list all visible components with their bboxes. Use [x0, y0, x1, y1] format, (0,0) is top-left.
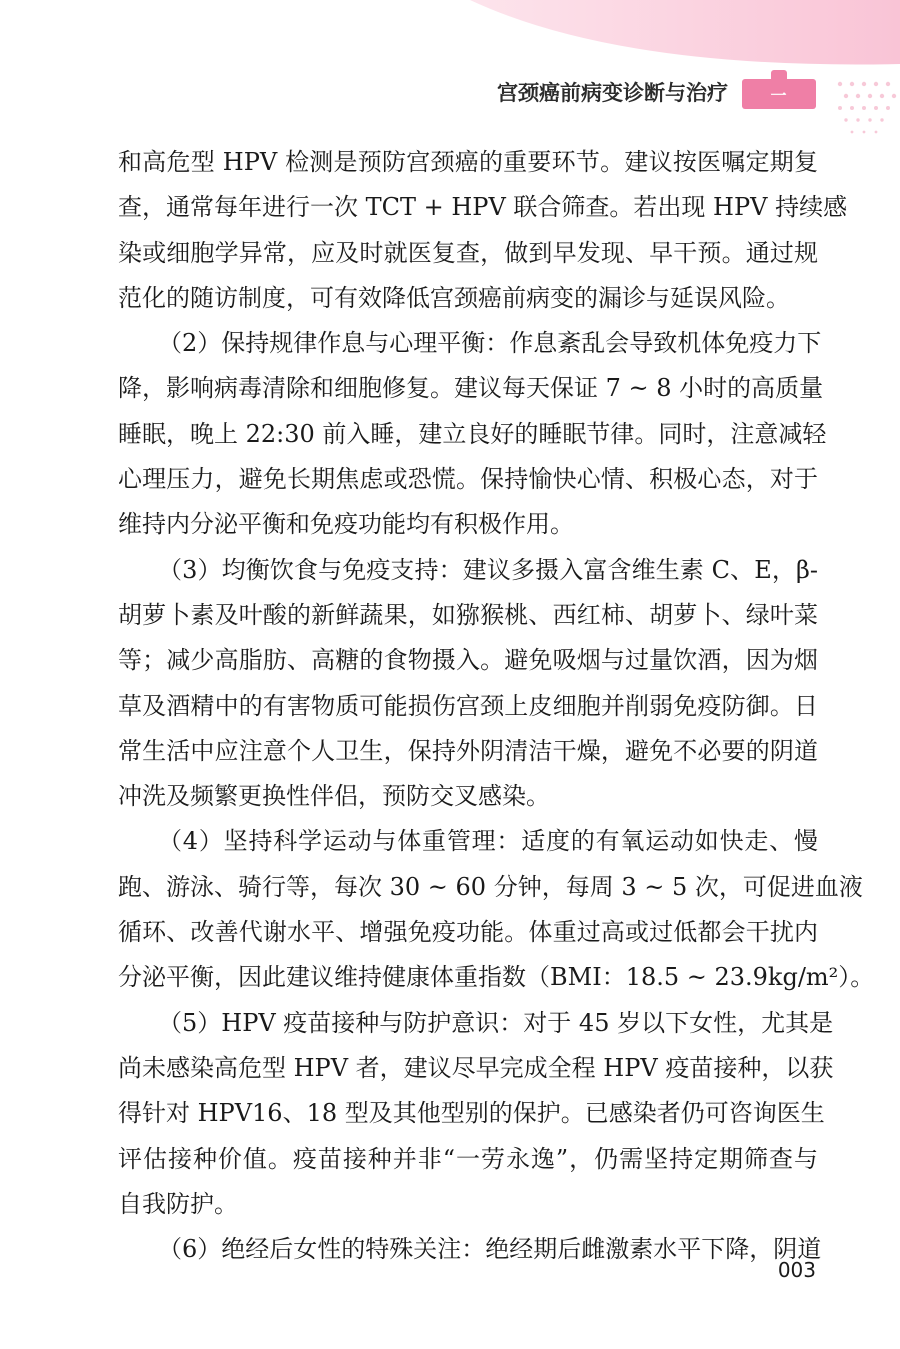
text-line: 胡萝卜素及叶酸的新鲜蔬果，如猕猴桃、西红柿、胡萝卜、绿叶菜 — [118, 600, 818, 629]
body-text — [118, 140, 875, 1272]
text-line: 范化的随访制度，可有效降低宫颈癌前病变的漏诊与延误风险。 — [118, 283, 790, 312]
chapter-tab — [742, 79, 816, 109]
text-line: 和高危型 HPV 检测是预防宫颈癌的重要环节。建议按医嘱定期复 — [118, 148, 818, 176]
text-line: 自我防护。 — [118, 1189, 238, 1218]
text-line: 常生活中应注意个人卫生，保持外阴清洁干燥，避免不必要的阴道 — [118, 736, 818, 765]
text-line: 维持内分泌平衡和免疫功能均有积极作用。 — [118, 510, 574, 539]
text-line: 查，通常每年进行一次 TCT + HPV 联合筛查。若出现 HPV 持续感 — [118, 193, 848, 222]
chapter-number: 一 — [770, 85, 788, 105]
text-line: 心理压力，避免长期焦虑或恐慌。保持愉快心情、积极心态，对于 — [118, 465, 818, 494]
paragraph-start-line: （4）坚持科学运动与体重管理：适度的有氧运动如快走、慢 — [158, 827, 818, 856]
text-line: 得针对 HPV16、18 型及其他型别的保护。已感染者仍可咨询医生 — [118, 1099, 825, 1128]
text-line: 跑、游泳、骑行等，每次 30 ~ 60 分钟，每周 3 ~ 5 次，可促进血液 — [118, 872, 863, 901]
paragraph-start-line: （5）HPV 疫苗接种与防护意识：对于 45 岁以下女性，尤其是 — [158, 1008, 834, 1037]
paragraph-start-line: （3）均衡饮食与免疫支持：建议多摄入富含维生素 C、E，β- — [158, 555, 818, 584]
text-line: 冲洗及频繁更换性伴侣，预防交叉感染。 — [118, 782, 550, 811]
running-header — [497, 72, 816, 112]
text-line: 染或细胞学异常，应及时就医复查，做到早发现、早干预。通过规 — [118, 238, 818, 267]
text-line: 睡眠，晚上 22:30 前入睡，建立良好的睡眠节律。同时，注意减轻 — [118, 419, 827, 448]
page-number: 003 — [777, 1258, 816, 1282]
paragraph-start-line: （6）绝经后女性的特殊关注：绝经期后雌激素水平下降，阴道 — [158, 1235, 822, 1264]
text-line: 尚未感染高危型 HPV 者，建议尽早完成全程 HPV 疫苗接种，以获 — [118, 1053, 834, 1082]
text-line: 评估接种价值。疫苗接种并非“一劳永逸”，仍需坚持定期筛查与 — [118, 1144, 818, 1173]
paragraph-start-line: （2）保持规律作息与心理平衡：作息紊乱会导致机体免疫力下 — [158, 329, 822, 358]
book-title: 宫颈癌前病变诊断与治疗 — [497, 81, 728, 105]
text-line: 降，影响病毒清除和细胞修复。建议每天保证 7 ~ 8 小时的高质量 — [118, 374, 824, 403]
text-line: 分泌平衡，因此建议维持健康体重指数（BMI：18.5 ~ 23.9kg/m²）。 — [118, 963, 875, 992]
text-line: 循环、改善代谢水平、增强免疫功能。体重过高或过低都会干扰内 — [118, 918, 818, 947]
text-line: 草及酒精中的有害物质可能损伤宫颈上皮细胞并削弱免疫防御。日 — [118, 691, 818, 720]
text-line: 等；减少高脂肪、高糖的食物摄入。避免吸烟与过量饮酒，因为烟 — [118, 646, 818, 675]
